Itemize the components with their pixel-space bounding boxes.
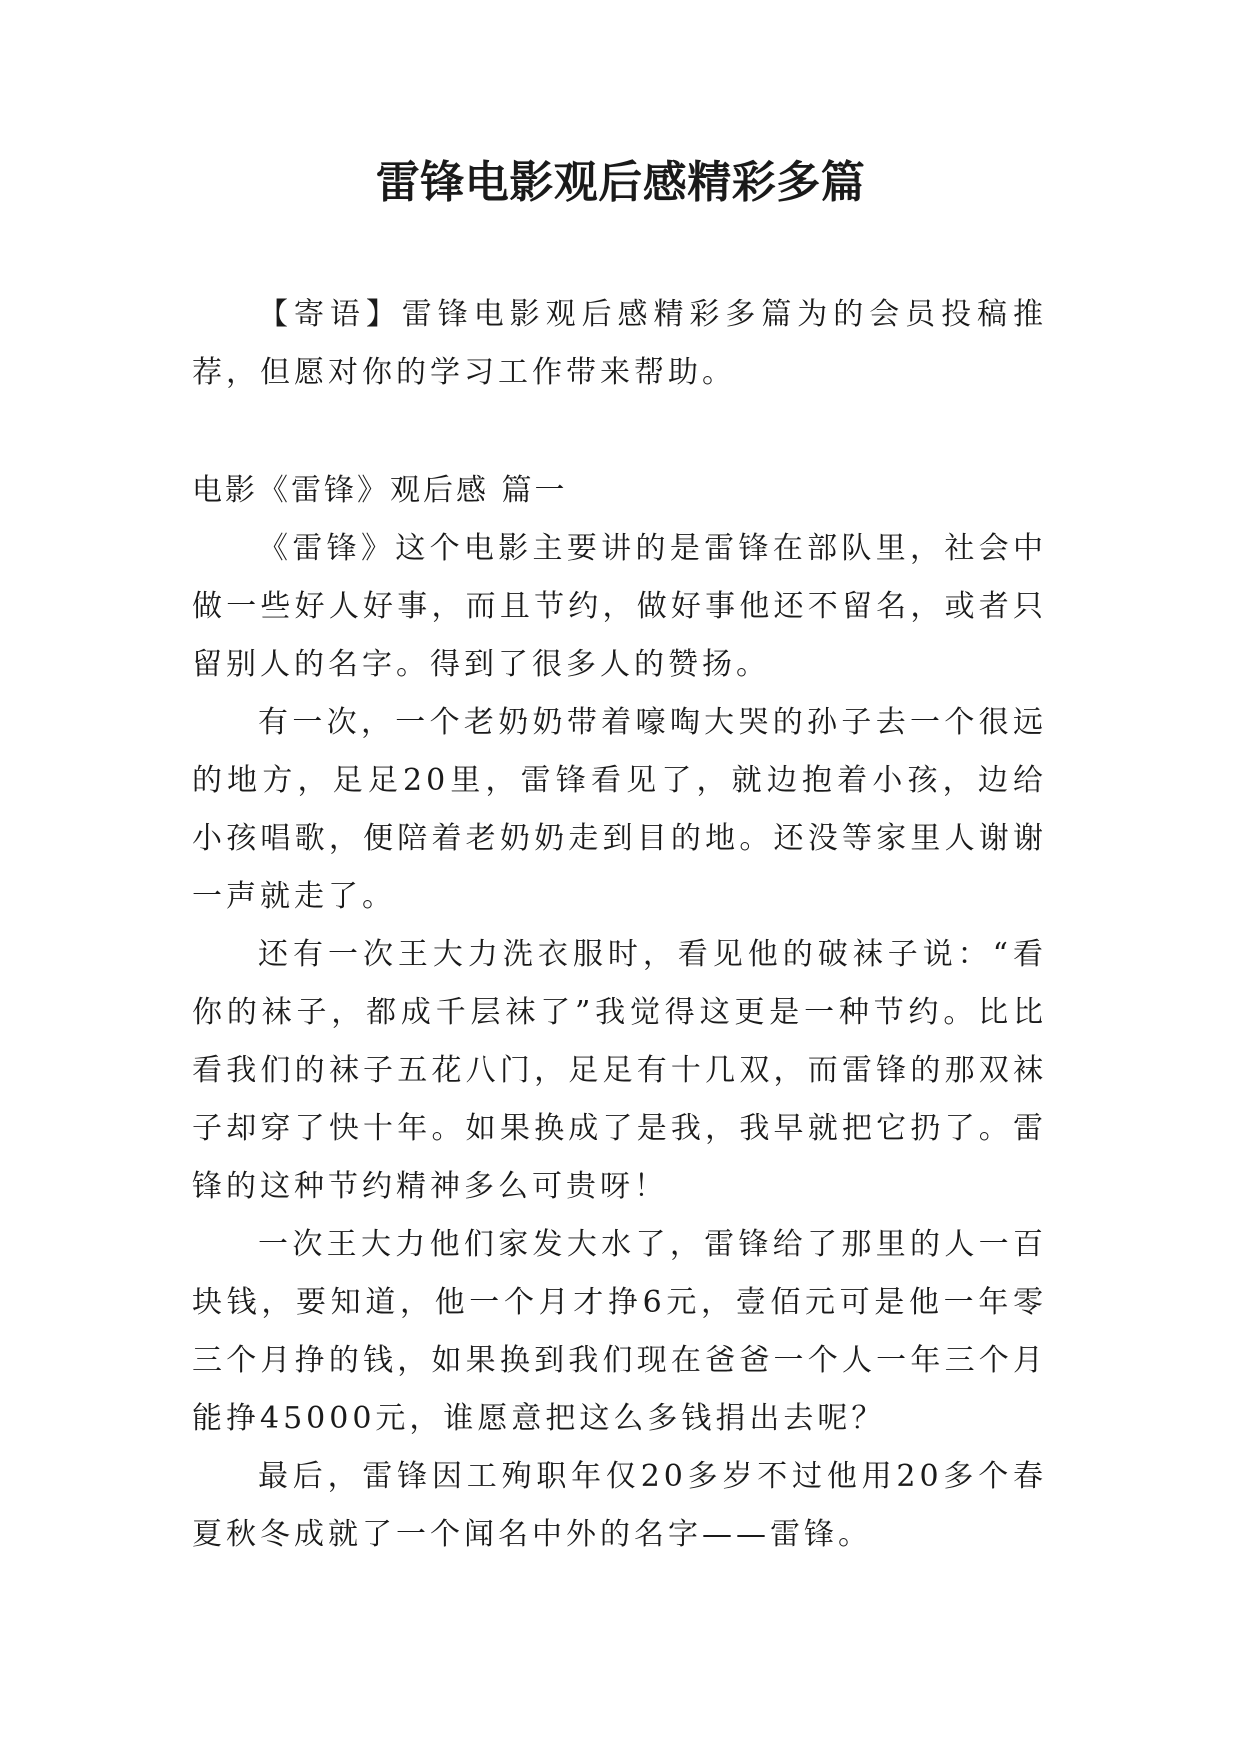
intro-paragraph: 【寄语】雷锋电影观后感精彩多篇为的会员投稿推荐，但愿对你的学习工作带来帮助。 — [192, 297, 1047, 390]
paragraph-1: 《雷锋》这个电影主要讲的是雷锋在部队里，社会中做一些好人好事，而且节约，做好事他还不留名，或者只留别人的名字。得到了很多人的赞扬。 — [192, 531, 1047, 682]
document-title: 雷锋电影观后感精彩多篇 — [375, 157, 866, 208]
paragraph-5: 最后，雷锋因工殉职年仅20多岁不过他用20多个春夏秋冬成就了一个闻名中外的名字——雷锋。 — [192, 1459, 1047, 1552]
paragraph-3: 还有一次王大力洗衣服时，看见他的破袜子说：“看你的袜子，都成千层袜了”我觉得这更是一种节约。比比看我们的袜子五花八门，足足有十几双，而雷锋的那双袜子却穿了快十年。如果换成了是我，我早就把它扔了。雷锋的这种节约精神多么可贵呀！ — [192, 937, 1047, 1204]
article-body — [192, 520, 1047, 1564]
paragraph-2: 有一次，一个老奶奶带着嚎啕大哭的孙子去一个很远的地方，足足20里，雷锋看见了，就边抱着小孩，边给小孩唱歌，便陪着老奶奶走到目的地。还没等家里人谢谢一声就走了。 — [192, 705, 1047, 914]
section-heading: 电影《雷锋》观后感 篇一 — [192, 473, 568, 508]
paragraph-4: 一次王大力他们家发大水了，雷锋给了那里的人一百块钱，要知道，他一个月才挣6元，壹佰元可是他一年零三个月挣的钱，如果换到我们现在爸爸一个人一年三个月能挣45000元，谁愿意把这么多钱捐出去呢？ — [192, 1227, 1047, 1436]
